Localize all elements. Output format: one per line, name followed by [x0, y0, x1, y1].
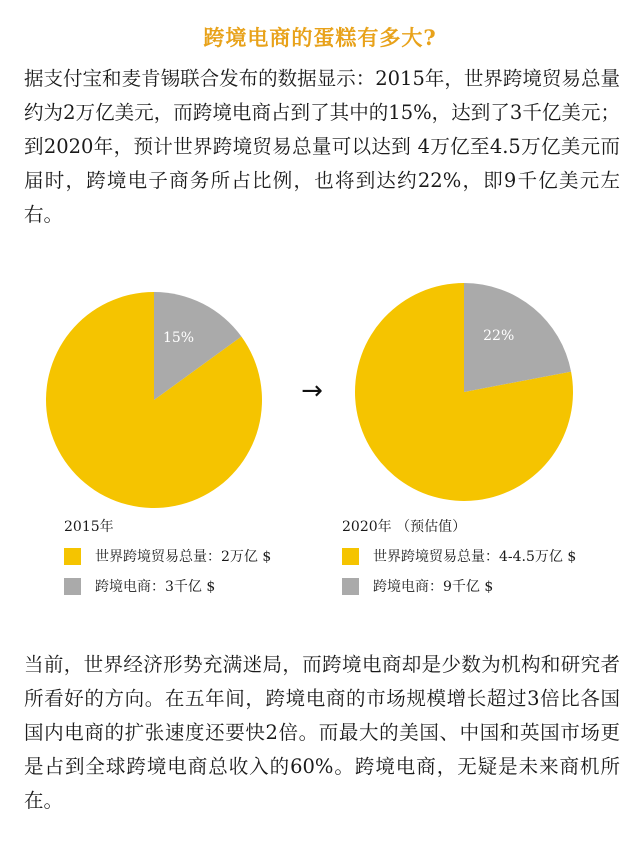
pie-charts [0, 260, 640, 510]
intro-paragraph: 据支付宝和麦肯锡联合发布的数据显示：2015年，世界跨境贸易总量约为2万亿美元，而跨境电商占到了其中的15%，达到了3千亿美元；到2020年，预计世界跨境贸易总量可以达到 4万亿至4.5万亿美元而届时，跨境电子商务所占比例，也将到达约22%，即9千亿美元左右。 [24, 67, 620, 226]
legend-swatch-ecommerce [64, 578, 81, 595]
legend-label: 跨境电商：3千亿 $ [95, 579, 216, 595]
pie-2020 [355, 283, 573, 501]
outro-paragraph: 当前，世界经济形势充满迷局，而跨境电商却是少数为机构和研究者所看好的方向。在五年间，跨境电商的市场规模增长超过3倍比各国国内电商的扩张速度还要快2倍。而最大的美国、中国和英国市场更是占到全球跨境电商总收入的60%。跨境电商，无疑是未来商机所在。 [24, 653, 620, 812]
legend-year-label: 2015年 [64, 519, 114, 535]
legend-year-label: 2020年 （预估值） [342, 519, 467, 535]
legend-2015 [64, 516, 271, 604]
legend-item [64, 574, 271, 598]
pie-2020-data-label: 22% [483, 328, 515, 344]
pie-2015 [46, 292, 262, 508]
legend-item [342, 544, 576, 568]
legend-swatch-trade [342, 548, 359, 565]
legend-swatch-ecommerce [342, 578, 359, 595]
legend-item [342, 574, 576, 598]
legend-item [64, 544, 271, 568]
legend-swatch-trade [64, 548, 81, 565]
legend-label: 跨境电商：9千亿 $ [373, 579, 494, 595]
legend-label: 世界跨境贸易总量：4-4.5万亿 $ [373, 549, 577, 565]
legend-label: 世界跨境贸易总量：2万亿 $ [95, 549, 272, 565]
page-title: 跨境电商的蛋糕有多大? [203, 25, 437, 50]
pie-2015-data-label: 15% [162, 329, 195, 346]
arrow-icon: → [301, 376, 323, 406]
legend-2020 [342, 516, 576, 604]
